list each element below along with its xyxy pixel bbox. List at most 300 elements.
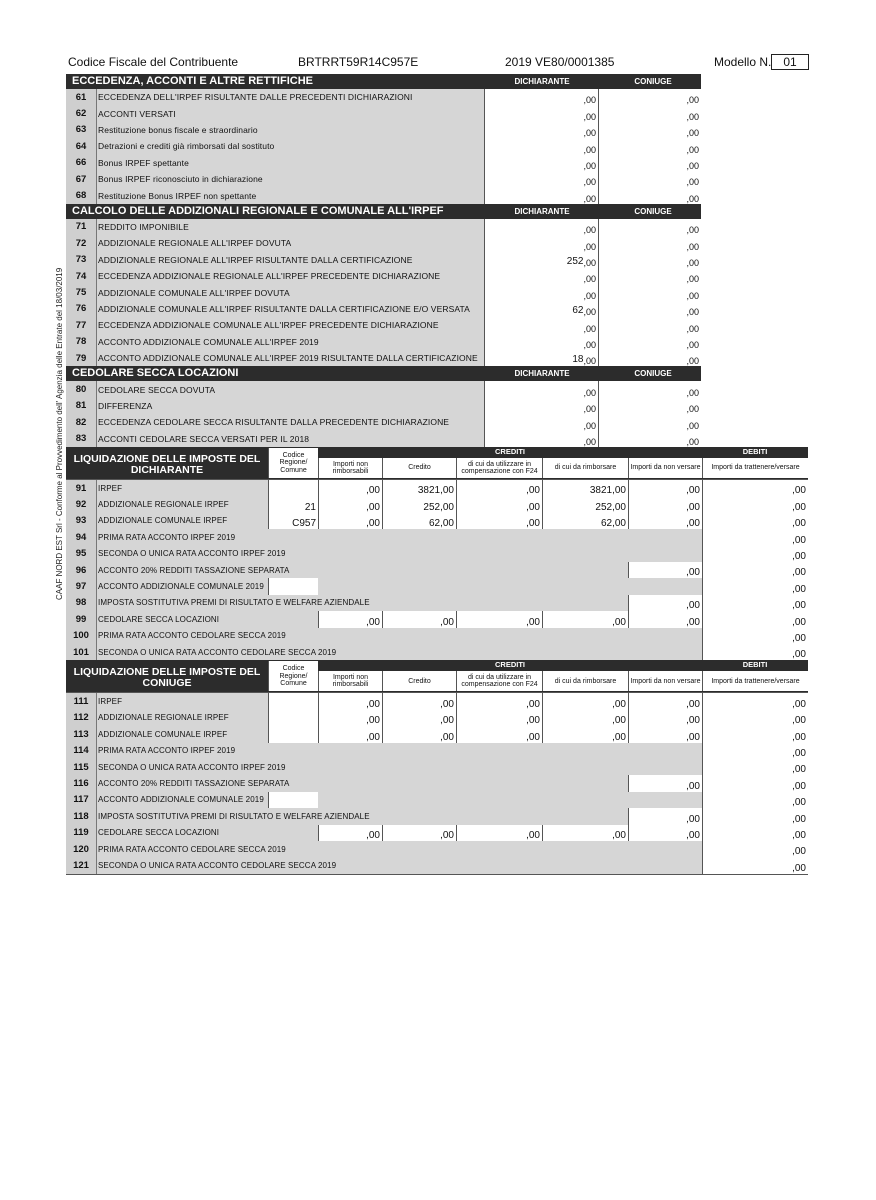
rimborsare-amount-value: 62 [600,518,613,530]
form-row-72 [66,235,701,252]
row-code: 119 [66,825,97,841]
row-label: ECCEDENZA ADDIZIONALE REGIONALE ALL'IRPEF PRECEDENTE DICHIARAZIONE [98,271,441,282]
non-versare-amount-decimals: ,00 [686,698,700,710]
f24-amount[interactable] [456,726,542,742]
trattenere-amount-decimals: ,00 [792,485,806,497]
coniuge-amount[interactable] [598,431,701,447]
credito-amount-decimals: ,00 [440,501,454,513]
credito-amount-value: 252 [423,501,441,513]
trattenere-amount[interactable] [702,480,808,496]
dichiarante-amount-decimals: ,00 [583,241,596,252]
modello-label: Modello N. [714,55,772,69]
dichiarante-amount-decimals: ,00 [583,436,596,447]
row-code: 116 [66,775,97,791]
trattenere-amount-decimals: ,00 [792,780,806,792]
form-row-66 [66,155,701,172]
form-row-71 [66,219,701,236]
row-label: PRIMA RATA ACCONTO CEDOLARE SECCA 2019 [98,844,286,854]
dichiarante-amount[interactable] [484,138,598,154]
row-label: ECCEDENZA DELL'IRPEF RISULTANTE DALLE PRECEDENTI DICHIARAZIONI [98,92,413,103]
f24-amount-decimals: ,00 [526,518,540,530]
row-code: 112 [66,710,97,726]
coniuge-amount[interactable] [598,89,701,105]
trattenere-amount[interactable] [702,562,808,578]
f24-amount[interactable] [456,825,542,841]
liq-dichiarante-title [66,447,808,480]
row-label: SECONDA O UNICA RATA ACCONTO CEDOLARE SECCA 2019 [98,647,337,657]
row-code: 82 [66,414,97,430]
credito-amount[interactable] [382,726,456,742]
credito-amount[interactable] [382,825,456,841]
liq-row-113 [66,726,808,743]
codice-field[interactable] [268,726,318,742]
trattenere-amount[interactable] [702,513,808,529]
dichiarante-amount[interactable] [484,268,598,284]
row-label: ACCONTO 20% REDDITI TASSAZIONE SEPARATA [98,565,290,575]
coniuge-amount[interactable] [598,301,701,317]
non-versare-amount[interactable] [628,710,702,726]
dichiarante-amount[interactable] [484,301,598,317]
dichiarante-amount-value: 252 [566,255,584,267]
coniuge-amount[interactable] [598,219,701,235]
liq-dichiarante-title-text: LIQUIDAZIONE DELLE IMPOSTE DEL DICHIARANTE [73,453,261,476]
coniuge-amount-decimals: ,00 [686,193,699,204]
liq-row-94 [66,529,808,546]
non-rimborsabili-amount[interactable] [318,496,382,512]
rimborsare-amount-decimals: ,00 [612,698,626,710]
trattenere-amount-decimals: ,00 [792,649,806,661]
liq-row-120 [66,841,808,858]
non-rimborsabili-amount[interactable] [318,480,382,496]
coniuge-amount-decimals: ,00 [686,128,699,139]
form-row-75 [66,284,701,301]
trattenere-amount[interactable] [702,578,808,594]
trattenere-amount[interactable] [702,611,808,627]
row-code: 99 [66,611,97,627]
coniuge-amount[interactable] [598,398,701,414]
trattenere-amount-decimals: ,00 [792,715,806,727]
trattenere-amount-decimals: ,00 [792,862,806,874]
coniuge-amount-decimals: ,00 [686,387,699,398]
trattenere-amount-decimals: ,00 [792,829,806,841]
non-rimborsabili-amount[interactable] [318,693,382,709]
coniuge-amount[interactable] [598,105,701,121]
dichiarante-amount-decimals: ,00 [583,387,596,398]
codice-field[interactable] [268,513,318,529]
rimborsare-amount-value: 3821 [589,485,613,497]
coniuge-amount-decimals: ,00 [686,274,699,285]
codice-field[interactable] [268,693,318,709]
form-row-82 [66,414,701,431]
row-code: 91 [66,480,97,496]
coniuge-amount[interactable] [598,381,701,397]
credito-amount-value: 3821 [417,485,441,497]
non-versare-amount-decimals: ,00 [686,731,700,743]
row-label: ADDIZIONALE REGIONALE IRPEF [98,500,229,510]
codice-field[interactable] [268,480,318,496]
dichiarante-amount[interactable] [484,219,598,235]
row-code: 118 [66,808,97,824]
rimborsare-amount-decimals: ,00 [612,829,626,841]
row-label: IMPOSTA SOSTITUTIVA PREMI DI RISULTATO E WELFARE AZIENDALE [98,811,370,821]
trattenere-amount[interactable] [702,759,808,775]
row-code: 98 [66,595,97,611]
f24-amount[interactable] [456,693,542,709]
dichiarante-amount-decimals: ,00 [583,323,596,334]
row-label: ECCEDENZA ADDIZIONALE COMUNALE ALL'IRPEF PRECEDENTE DICHIARAZIONE [98,320,439,331]
dichiarante-amount-decimals: ,00 [583,339,596,350]
dichiarante-amount-decimals: ,00 [583,274,596,285]
row-code: 111 [66,693,97,709]
dichiarante-amount[interactable] [484,89,598,105]
non-rimborsabili-amount-decimals: ,00 [366,829,380,841]
codice-field[interactable] [268,496,318,512]
rimborsare-amount[interactable] [542,710,628,726]
coniuge-amount-decimals: ,00 [686,339,699,350]
rimborsare-amount[interactable] [542,611,628,627]
dichiarante-amount[interactable] [484,381,598,397]
header-credito: Credito [382,458,456,478]
row-label: IRPEF [98,697,123,707]
form-row-79 [66,350,701,367]
non-versare-amount[interactable] [628,496,702,512]
liq-row-114 [66,743,808,760]
credito-amount-decimals: ,00 [440,518,454,530]
credito-amount[interactable] [382,480,456,496]
coniuge-amount-decimals: ,00 [686,225,699,236]
non-rimborsabili-amount[interactable] [318,825,382,841]
coniuge-amount-decimals: ,00 [686,241,699,252]
row-label: Restituzione Bonus IRPEF non spettante [98,190,257,201]
dichiarante-amount[interactable] [484,155,598,171]
non-versare-amount[interactable] [628,513,702,529]
liq-row-97 [66,578,808,595]
liq-row-121 [66,857,808,874]
row-label: IMPOSTA SOSTITUTIVA PREMI DI RISULTATO E WELFARE AZIENDALE [98,598,370,608]
row-code: 78 [66,334,97,350]
liq-row-119 [66,825,808,842]
non-versare-amount-decimals: ,00 [686,518,700,530]
dichiarante-amount-decimals: ,00 [583,420,596,431]
f24-amount[interactable] [456,710,542,726]
trattenere-amount-decimals: ,00 [792,747,806,759]
non-versare-amount[interactable] [628,693,702,709]
liq-row-91 [66,480,808,497]
coniuge-amount-decimals: ,00 [686,257,699,268]
dichiarante-amount-decimals: ,00 [583,95,596,106]
coniuge-amount[interactable] [598,317,701,333]
col-header-coniuge: CONIUGE [634,77,672,86]
trattenere-amount[interactable] [702,825,808,841]
row-label: ADDIZIONALE COMUNALE IRPEF [98,729,228,739]
liq-row-100 [66,628,808,645]
rimborsare-amount[interactable] [542,825,628,841]
row-code: 75 [66,284,97,300]
row-code: 114 [66,743,97,759]
trattenere-amount[interactable] [702,710,808,726]
credito-amount[interactable] [382,611,456,627]
non-versare-amount-decimals: ,00 [686,485,700,497]
row-label: ECCEDENZA CEDOLARE SECCA RISULTANTE DALLA PRECEDENTE DICHIARAZIONE [98,417,450,428]
f24-amount-decimals: ,00 [526,698,540,710]
liq-row-117 [66,792,808,809]
coniuge-amount-decimals: ,00 [686,160,699,171]
trattenere-amount[interactable] [702,546,808,562]
non-versare-amount[interactable] [628,726,702,742]
trattenere-amount[interactable] [702,644,808,660]
non-rimborsabili-amount[interactable] [318,710,382,726]
cf-label: Codice Fiscale del Contribuente [68,55,239,69]
row-label: ACCONTI VERSATI [98,108,176,119]
dichiarante-amount[interactable] [484,284,598,300]
dichiarante-amount[interactable] [484,171,598,187]
liq-coniuge-title [66,660,808,693]
non-rimborsabili-amount[interactable] [318,513,382,529]
coniuge-amount[interactable] [598,252,701,268]
non-versare-amount-decimals: ,00 [686,715,700,727]
coniuge-amount[interactable] [598,187,701,203]
row-label: SECONDA O UNICA RATA ACCONTO IRPEF 2019 [98,549,286,559]
row-code: 120 [66,841,97,857]
trattenere-amount[interactable] [702,726,808,742]
non-versare-amount[interactable] [628,825,702,841]
protocol-number: 2019 VE80/0001385 [505,55,615,69]
row-code: 66 [66,155,97,171]
row-label: REDDITO IMPONIBILE [98,221,189,232]
codice-field[interactable] [268,578,318,594]
row-label: ACCONTO ADDIZIONALE COMUNALE ALL'IRPEF 2019 [98,336,319,347]
header-non-rimborsabili: Importi non rimborsabili [318,671,382,691]
credito-amount-decimals: ,00 [440,731,454,743]
non-versare-amount-decimals: ,00 [686,829,700,841]
dichiarante-amount[interactable] [484,317,598,333]
rimborsare-amount[interactable] [542,693,628,709]
header-non-versare: Importi da non versare [628,458,702,478]
row-code: 61 [66,89,97,105]
dichiarante-amount-value: 62 [572,305,584,317]
credito-amount[interactable] [382,693,456,709]
header-codice-regione-comune: Codice Regione/ Comune [268,448,318,478]
f24-amount[interactable] [456,611,542,627]
row-code: 94 [66,529,97,545]
trattenere-amount-decimals: ,00 [792,846,806,858]
row-label: ADDIZIONALE REGIONALE ALL'IRPEF DOVUTA [98,238,292,249]
form-row-64 [66,138,701,155]
trattenere-amount[interactable] [702,693,808,709]
dichiarante-amount[interactable] [484,235,598,251]
f24-amount-decimals: ,00 [526,829,540,841]
header-crediti: CREDITI [318,660,702,670]
liq-row-101 [66,644,808,661]
row-code: 67 [66,171,97,187]
non-versare-amount[interactable] [628,480,702,496]
row-label: ACCONTI CEDOLARE SECCA VERSATI PER IL 2018 [98,433,310,444]
dichiarante-amount[interactable] [484,252,598,268]
header-rimborsare: di cui da rimborsare [542,458,628,478]
credito-amount-value: 62 [428,518,441,530]
non-versare-amount[interactable] [628,595,702,611]
non-versare-amount-decimals: ,00 [686,616,700,628]
dichiarante-amount-decimals: ,00 [583,177,596,188]
row-label: SECONDA O UNICA RATA ACCONTO IRPEF 2019 [98,762,286,772]
form-row-76 [66,301,701,318]
non-versare-amount-decimals: ,00 [686,567,700,579]
dichiarante-amount[interactable] [484,431,598,447]
header-debiti: DEBITI [702,447,808,457]
form-row-63 [66,122,701,139]
trattenere-amount-decimals: ,00 [792,501,806,513]
form-row-80 [66,381,701,398]
trattenere-amount-decimals: ,00 [792,632,806,644]
dichiarante-amount-decimals: ,00 [583,144,596,155]
section-cedolare-title [66,366,701,381]
dichiarante-amount[interactable] [484,122,598,138]
trattenere-amount-decimals: ,00 [792,600,806,612]
header-trattenere-versare: Importi da trattenere/versare [702,671,808,691]
non-versare-amount[interactable] [628,808,702,824]
non-rimborsabili-amount[interactable] [318,726,382,742]
row-code: 93 [66,513,97,529]
form-row-61 [66,89,701,106]
row-code: 71 [66,219,97,235]
trattenere-amount[interactable] [702,595,808,611]
coniuge-amount[interactable] [598,138,701,154]
row-code: 63 [66,122,97,138]
non-versare-amount-decimals: ,00 [686,780,700,792]
trattenere-amount-decimals: ,00 [792,813,806,825]
dichiarante-amount[interactable] [484,105,598,121]
coniuge-amount[interactable] [598,155,701,171]
header-rimborsare: di cui da rimborsare [542,671,628,691]
credito-amount-decimals: ,00 [440,715,454,727]
codice-field[interactable] [268,792,318,808]
dichiarante-amount-decimals: ,00 [583,111,596,122]
rimborsare-amount[interactable] [542,496,628,512]
coniuge-amount-decimals: ,00 [686,404,699,415]
codice-field-value: C957 [292,518,316,530]
rimborsare-amount[interactable] [542,726,628,742]
f24-amount[interactable] [456,513,542,529]
trattenere-amount[interactable] [702,743,808,759]
row-code: 72 [66,235,97,251]
liq-row-98 [66,595,808,612]
row-code: 101 [66,644,97,660]
trattenere-amount-decimals: ,00 [792,534,806,546]
credito-amount[interactable] [382,513,456,529]
trattenere-amount[interactable] [702,857,808,873]
row-code: 76 [66,301,97,317]
coniuge-amount[interactable] [598,414,701,430]
coniuge-amount[interactable] [598,235,701,251]
coniuge-amount[interactable] [598,122,701,138]
row-label: ADDIZIONALE COMUNALE ALL'IRPEF RISULTANTE DALLA CERTIFICAZIONE E/O VERSATA [98,303,470,314]
rimborsare-amount[interactable] [542,480,628,496]
f24-amount[interactable] [456,480,542,496]
coniuge-amount-decimals: ,00 [686,436,699,447]
col-header-dichiarante: DICHIARANTE [514,369,570,379]
liq-row-93 [66,513,808,530]
codice-field[interactable] [268,710,318,726]
dichiarante-amount[interactable] [484,334,598,350]
liq-row-95 [66,546,808,563]
rimborsare-amount[interactable] [542,513,628,529]
coniuge-amount[interactable] [598,284,701,300]
row-label: Bonus IRPEF spettante [98,157,189,168]
non-versare-amount[interactable] [628,611,702,627]
form-row-62 [66,105,701,122]
coniuge-amount[interactable] [598,171,701,187]
trattenere-amount[interactable] [702,496,808,512]
header-non-rimborsabili: Importi non rimborsabili [318,458,382,478]
liq-row-116 [66,775,808,792]
dichiarante-amount-value: 18 [572,354,584,366]
non-rimborsabili-amount[interactable] [318,611,382,627]
dichiarante-amount-decimals: ,00 [583,307,596,318]
f24-amount-decimals: ,00 [526,616,540,628]
row-label: Restituzione bonus fiscale e straordinario [98,124,258,135]
trattenere-amount[interactable] [702,775,808,791]
trattenere-amount[interactable] [702,841,808,857]
non-versare-amount[interactable] [628,775,702,791]
coniuge-amount-decimals: ,00 [686,323,699,334]
non-rimborsabili-amount-decimals: ,00 [366,501,380,513]
dichiarante-amount-decimals: ,00 [583,356,596,367]
coniuge-amount-decimals: ,00 [686,95,699,106]
header-trattenere-versare: Importi da trattenere/versare [702,458,808,478]
row-code: 92 [66,496,97,512]
header-credito: Credito [382,671,456,691]
trattenere-amount[interactable] [702,529,808,545]
codice-field-value: 21 [304,501,316,513]
row-label: ADDIZIONALE COMUNALE IRPEF [98,516,228,526]
rimborsare-amount-decimals: ,00 [612,731,626,743]
row-code: 96 [66,562,97,578]
coniuge-amount-decimals: ,00 [686,290,699,301]
dichiarante-amount[interactable] [484,187,598,203]
f24-amount[interactable] [456,496,542,512]
coniuge-amount[interactable] [598,268,701,284]
liq-row-112 [66,710,808,727]
row-code: 64 [66,138,97,154]
coniuge-amount[interactable] [598,350,701,366]
trattenere-amount[interactable] [702,628,808,644]
credito-amount[interactable] [382,710,456,726]
rimborsare-amount-decimals: ,00 [612,715,626,727]
row-label: ADDIZIONALE REGIONALE IRPEF [98,713,229,723]
trattenere-amount-decimals: ,00 [792,550,806,562]
row-code: 80 [66,381,97,397]
coniuge-amount[interactable] [598,334,701,350]
col-header-dichiarante: DICHIARANTE [514,77,570,86]
trattenere-amount[interactable] [702,792,808,808]
trattenere-amount[interactable] [702,808,808,824]
row-label: CEDOLARE SECCA DOVUTA [98,384,216,395]
row-code: 121 [66,857,97,873]
row-code: 68 [66,187,97,203]
coniuge-amount-decimals: ,00 [686,111,699,122]
coniuge-amount-decimals: ,00 [686,307,699,318]
row-label: ACCONTO 20% REDDITI TASSAZIONE SEPARATA [98,779,290,789]
row-label: ADDIZIONALE REGIONALE ALL'IRPEF RISULTANTE DALLA CERTIFICAZIONE [98,254,413,265]
dichiarante-amount[interactable] [484,414,598,430]
section-eccedenza-title [66,74,701,89]
non-versare-amount[interactable] [628,562,702,578]
dichiarante-amount[interactable] [484,398,598,414]
row-label: ADDIZIONALE COMUNALE ALL'IRPEF DOVUTA [98,287,290,298]
dichiarante-amount[interactable] [484,350,598,366]
modello-number-field[interactable]: 01 [771,54,809,70]
credito-amount[interactable] [382,496,456,512]
